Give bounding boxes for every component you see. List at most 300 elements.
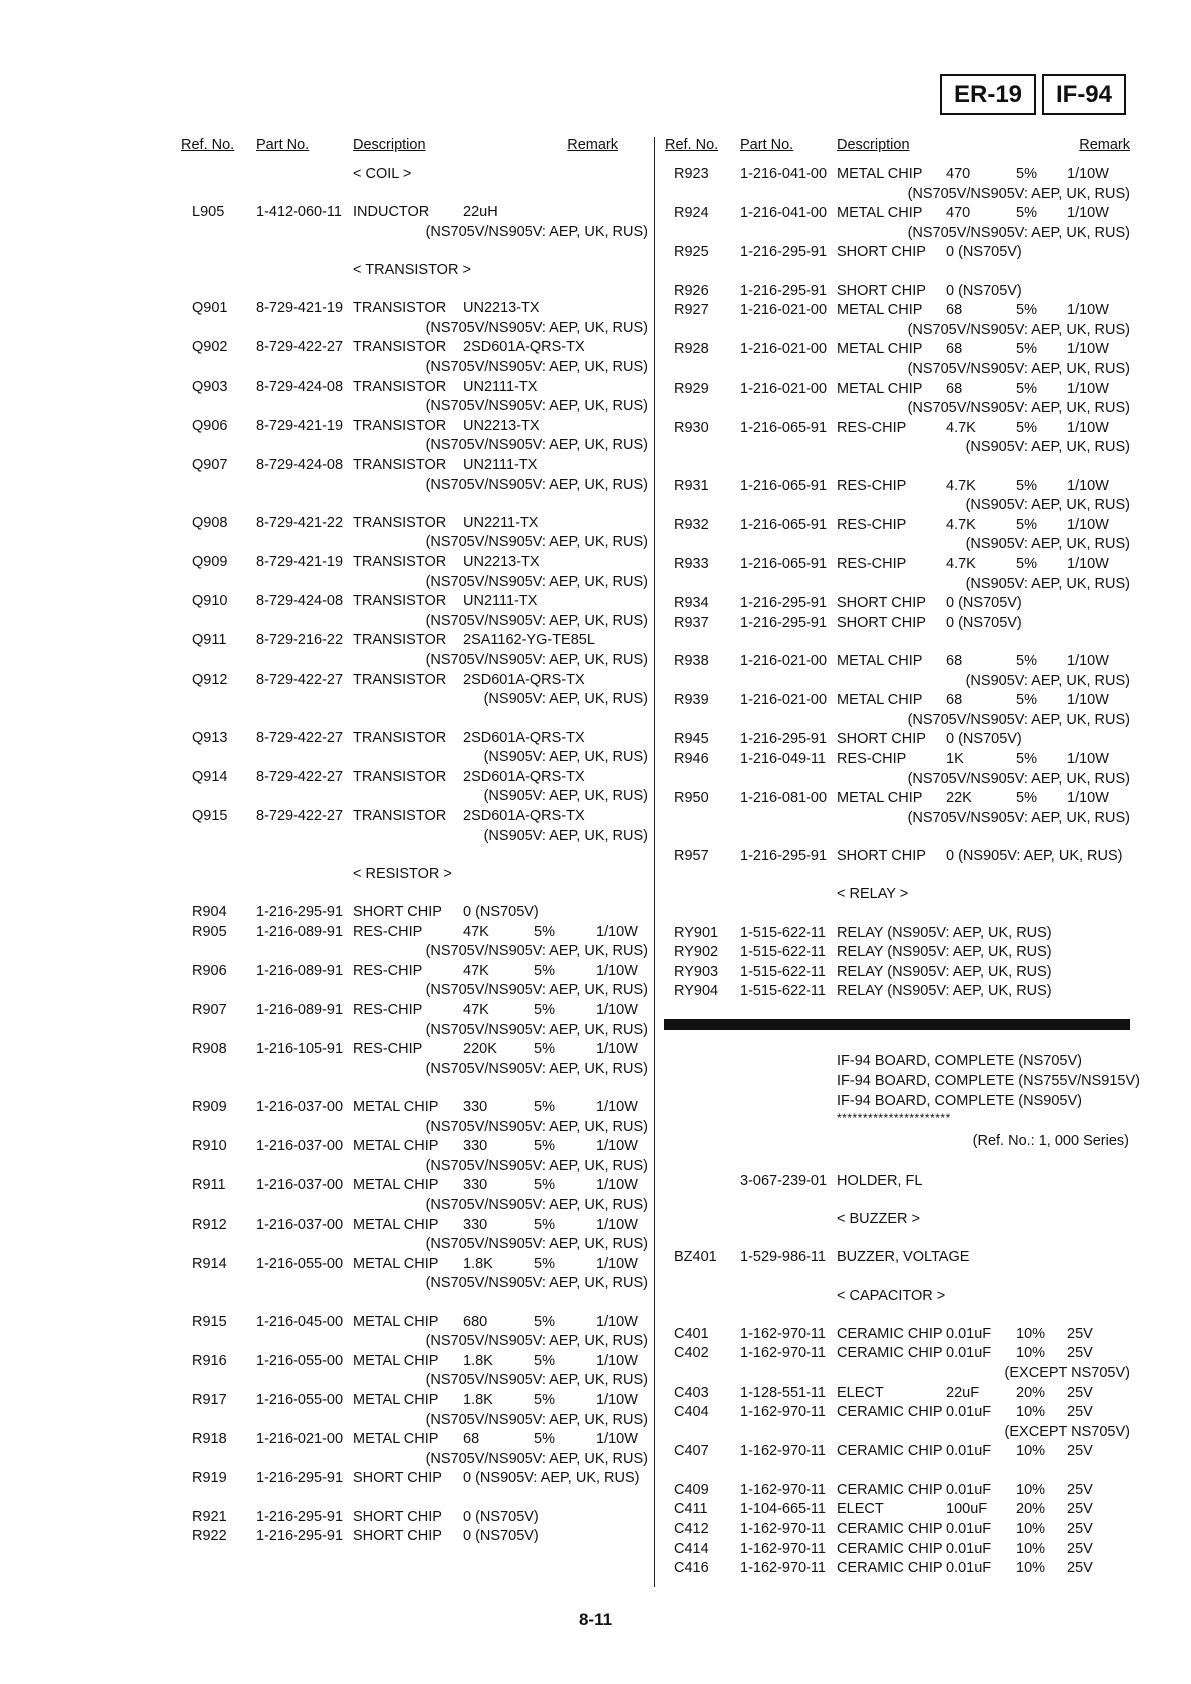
- value: 68: [946, 692, 963, 709]
- part-no: 1-162-970-11: [740, 1345, 826, 1362]
- value: 0.01uF: [946, 1345, 992, 1362]
- description: HOLDER, FL: [837, 1173, 923, 1189]
- rating: 1/10W: [596, 1313, 638, 1330]
- tolerance: 5%: [1016, 692, 1037, 709]
- ref-no: R950: [674, 790, 709, 807]
- ref-no: C412: [674, 1520, 709, 1537]
- part-no: 1-216-021-00: [740, 302, 828, 319]
- remark-text: (NS705V/NS905V: AEP, UK, RUS): [907, 400, 1130, 417]
- ref-no: R907: [192, 1001, 227, 1018]
- value: 330: [463, 1216, 488, 1233]
- description: RES-CHIP: [353, 1001, 423, 1018]
- remark-text: (NS705V/NS905V: AEP, UK, RUS): [425, 1060, 648, 1077]
- remark-text: (NS705V/NS905V: AEP, UK, RUS): [425, 476, 648, 493]
- part-no: 1-216-041-00: [740, 205, 828, 222]
- tolerance: 10%: [1016, 1560, 1046, 1577]
- value: UN2111-TX: [463, 378, 538, 395]
- remark-text: (NS705V/NS905V: AEP, UK, RUS): [425, 612, 648, 629]
- rating: 25V: [1067, 1481, 1093, 1498]
- rating: 25V: [1067, 1501, 1093, 1518]
- description: RELAY (NS905V: AEP, UK, RUS): [837, 924, 1052, 941]
- value: 68: [946, 302, 963, 319]
- ref-no: RY902: [674, 944, 719, 961]
- rating: 1/10W: [1067, 653, 1109, 670]
- remark-text: (NS705V/NS905V: AEP, UK, RUS): [425, 943, 648, 960]
- header-remark: Remark: [567, 137, 618, 153]
- description: METAL CHIP: [353, 1216, 439, 1233]
- tolerance: 5%: [534, 1352, 555, 1369]
- value: 0 (NS705V): [946, 595, 1022, 612]
- part-no: 1-216-295-91: [256, 1470, 344, 1487]
- tolerance: 5%: [534, 1431, 555, 1448]
- tolerance: 5%: [1016, 205, 1037, 222]
- board-stars: **********************: [837, 1111, 951, 1125]
- tolerance: 5%: [534, 1177, 555, 1194]
- description: TRANSISTOR: [353, 768, 447, 785]
- left-column: [178, 135, 648, 1545]
- tolerance: 10%: [1016, 1540, 1046, 1557]
- part-no: 1-162-970-11: [740, 1560, 826, 1577]
- value: 0 (NS705V): [463, 1528, 539, 1545]
- ref-no: BZ401: [674, 1249, 717, 1266]
- tolerance: 5%: [1016, 751, 1037, 768]
- remark-text: (NS705V/NS905V: AEP, UK, RUS): [425, 534, 648, 551]
- part-no: 8-729-421-19: [256, 417, 344, 434]
- board-line: IF-94 BOARD, COMPLETE (NS755V/NS915V): [837, 1073, 1140, 1089]
- ref-no: R946: [674, 751, 709, 768]
- ref-no: C407: [674, 1443, 709, 1460]
- part-no: 1-515-622-11: [740, 924, 826, 941]
- description: CERAMIC CHIP: [837, 1443, 943, 1460]
- value: 100uF: [946, 1501, 988, 1518]
- remark-text: (NS905V: AEP, UK, RUS): [483, 691, 648, 708]
- tolerance: 5%: [1016, 516, 1037, 533]
- ref-no: R911: [192, 1177, 226, 1194]
- value: 4.7K: [946, 419, 976, 436]
- rating: 1/10W: [596, 923, 638, 940]
- description: SHORT CHIP: [353, 903, 442, 920]
- rating: 1/10W: [596, 962, 638, 979]
- tolerance: 5%: [534, 923, 555, 940]
- remark-text: (NS705V/NS905V: AEP, UK, RUS): [907, 321, 1130, 338]
- board-line: IF-94 BOARD, COMPLETE (NS705V): [837, 1053, 1082, 1069]
- tolerance: 5%: [534, 1041, 555, 1058]
- part-no: 1-216-045-00: [256, 1313, 344, 1330]
- remark-text: (NS905V: AEP, UK, RUS): [965, 536, 1130, 553]
- value: 0 (NS905V: AEP, UK, RUS): [463, 1470, 640, 1487]
- rating: 1/10W: [596, 1098, 638, 1115]
- part-no: 1-128-551-11: [740, 1384, 826, 1401]
- part-no: 1-216-065-91: [740, 516, 828, 533]
- description: INDUCTOR: [353, 204, 430, 221]
- part-no: 1-216-295-91: [256, 1508, 344, 1525]
- tolerance: 5%: [534, 962, 555, 979]
- rating: 25V: [1067, 1540, 1093, 1557]
- rating: 25V: [1067, 1384, 1093, 1401]
- value: 2SD601A-QRS-TX: [463, 671, 585, 688]
- ref-no: C404: [674, 1404, 709, 1421]
- description: METAL CHIP: [837, 653, 923, 670]
- remark-text: (NS705V/NS905V: AEP, UK, RUS): [425, 359, 648, 376]
- description: SHORT CHIP: [837, 282, 926, 299]
- rating: 1/10W: [1067, 419, 1109, 436]
- value: 0.01uF: [946, 1404, 992, 1421]
- ref-no: Q908: [192, 514, 228, 531]
- section-tag-er19: ER-19: [940, 74, 1036, 115]
- ref-no: Q911: [192, 632, 227, 649]
- ref-no: Q909: [192, 554, 228, 571]
- description: BUZZER, VOLTAGE: [837, 1249, 970, 1266]
- remark-text: (EXCEPT NS705V): [1004, 1423, 1130, 1440]
- section-label: < CAPACITOR >: [837, 1287, 946, 1304]
- value: 2SA1162-YG-TE85L: [463, 632, 595, 649]
- section-label: < RESISTOR >: [353, 865, 452, 882]
- description: METAL CHIP: [837, 341, 923, 358]
- part-no: 1-162-970-11: [740, 1540, 826, 1557]
- value: 1.8K: [463, 1352, 493, 1369]
- part-no: 1-216-021-00: [740, 653, 828, 670]
- value: 470: [946, 205, 971, 222]
- part-no: 8-729-422-27: [256, 671, 344, 688]
- remark-text: (NS705V/NS905V: AEP, UK, RUS): [425, 652, 648, 669]
- remark-text: (NS705V/NS905V: AEP, UK, RUS): [425, 573, 648, 590]
- remark-text: (NS905V: AEP, UK, RUS): [965, 497, 1130, 514]
- rating: 1/10W: [1067, 556, 1109, 573]
- rating: 1/10W: [1067, 477, 1109, 494]
- ref-no: R912: [192, 1216, 227, 1233]
- ref-no: C411: [674, 1501, 708, 1518]
- value: 22uF: [946, 1384, 980, 1401]
- ref-no: Q913: [192, 729, 228, 746]
- rating: 1/10W: [1067, 380, 1109, 397]
- tolerance: 5%: [1016, 302, 1037, 319]
- part-no: 1-515-622-11: [740, 944, 826, 961]
- part-no: 1-216-037-00: [256, 1177, 344, 1194]
- part-no: 8-729-421-22: [256, 514, 344, 531]
- description: CERAMIC CHIP: [837, 1540, 943, 1557]
- description: TRANSISTOR: [353, 554, 447, 571]
- tolerance: 10%: [1016, 1345, 1046, 1362]
- column-header: [662, 135, 1130, 155]
- description: METAL CHIP: [353, 1177, 439, 1194]
- ref-no: R930: [674, 419, 709, 436]
- value: 1.8K: [463, 1255, 493, 1272]
- part-no: 1-412-060-11: [256, 204, 342, 221]
- part-no: 8-729-216-22: [256, 632, 344, 649]
- rating: 1/10W: [1067, 790, 1109, 807]
- value: 2SD601A-QRS-TX: [463, 807, 585, 824]
- value: 4.7K: [946, 516, 976, 533]
- description: SHORT CHIP: [353, 1528, 442, 1545]
- tolerance: 5%: [534, 1138, 555, 1155]
- remark-text: (NS905V: AEP, UK, RUS): [965, 672, 1130, 689]
- value: 0.01uF: [946, 1520, 992, 1537]
- value: 47K: [463, 923, 489, 940]
- value: UN2211-TX: [463, 514, 539, 531]
- description: ELECT: [837, 1384, 884, 1401]
- value: 22K: [946, 790, 972, 807]
- value: 0 (NS705V): [946, 282, 1022, 299]
- description: METAL CHIP: [837, 692, 923, 709]
- ref-no: R937: [674, 614, 709, 631]
- ref-no: R914: [192, 1255, 227, 1272]
- remark-text: (NS905V: AEP, UK, RUS): [483, 827, 648, 844]
- description: ELECT: [837, 1501, 884, 1518]
- board-series: (Ref. No.: 1, 000 Series): [972, 1133, 1129, 1149]
- part-no: 1-216-065-91: [740, 556, 828, 573]
- page-number: 8-11: [578, 1610, 613, 1629]
- header-remark: Remark: [1079, 137, 1130, 153]
- description: TRANSISTOR: [353, 671, 447, 688]
- description: RES-CHIP: [353, 923, 423, 940]
- part-no: 1-515-622-11: [740, 963, 826, 980]
- value: 0 (NS705V): [946, 731, 1022, 748]
- remark-text: (NS705V/NS905V: AEP, UK, RUS): [425, 1333, 648, 1350]
- ref-no: C401: [674, 1325, 709, 1342]
- remark-text: (NS705V/NS905V: AEP, UK, RUS): [907, 361, 1130, 378]
- remark-text: (NS705V/NS905V: AEP, UK, RUS): [425, 1021, 648, 1038]
- ref-no: R906: [192, 962, 227, 979]
- description: TRANSISTOR: [353, 378, 447, 395]
- value: 0.01uF: [946, 1560, 992, 1577]
- remark-text: (NS905V: AEP, UK, RUS): [483, 788, 648, 805]
- part-no: 1-216-295-91: [740, 614, 828, 631]
- remark-text: (NS705V/NS905V: AEP, UK, RUS): [425, 1372, 648, 1389]
- part-no: 1-216-089-91: [256, 962, 344, 979]
- rating: 1/10W: [1067, 205, 1109, 222]
- tolerance: 5%: [534, 1098, 555, 1115]
- value: 0 (NS905V: AEP, UK, RUS): [946, 848, 1123, 865]
- description: METAL CHIP: [837, 380, 923, 397]
- ref-no: R939: [674, 692, 709, 709]
- value: 1.8K: [463, 1391, 493, 1408]
- ref-no: Q910: [192, 593, 228, 610]
- remark-text: (NS705V/NS905V: AEP, UK, RUS): [425, 398, 648, 415]
- description: METAL CHIP: [353, 1138, 439, 1155]
- part-no: 8-729-424-08: [256, 378, 344, 395]
- part-no: 1-216-295-91: [740, 848, 828, 865]
- description: METAL CHIP: [837, 302, 923, 319]
- rating: 1/10W: [1067, 341, 1109, 358]
- remark-text: (NS905V: AEP, UK, RUS): [483, 749, 648, 766]
- part-no: 8-729-422-27: [256, 807, 344, 824]
- part-no: 1-216-295-91: [740, 244, 828, 261]
- ref-no: R918: [192, 1431, 227, 1448]
- value: 1K: [946, 751, 964, 768]
- part-no: 1-529-986-11: [740, 1249, 826, 1266]
- tolerance: 5%: [1016, 556, 1037, 573]
- part-no: 1-216-295-91: [740, 595, 828, 612]
- rating: 25V: [1067, 1345, 1093, 1362]
- description: RES-CHIP: [837, 477, 907, 494]
- remark-text: (NS705V/NS905V: AEP, UK, RUS): [425, 982, 648, 999]
- rating: 1/10W: [596, 1138, 638, 1155]
- tolerance: 10%: [1016, 1404, 1046, 1421]
- rating: 1/10W: [596, 1177, 638, 1194]
- value: 0 (NS705V): [463, 1508, 539, 1525]
- tolerance: 10%: [1016, 1325, 1046, 1342]
- remark-text: (NS705V/NS905V: AEP, UK, RUS): [907, 809, 1130, 826]
- value: 2SD601A-QRS-TX: [463, 339, 585, 356]
- value: 4.7K: [946, 556, 976, 573]
- part-no: 1-216-055-00: [256, 1391, 344, 1408]
- part-no: 8-729-422-27: [256, 768, 344, 785]
- value: 0.01uF: [946, 1325, 992, 1342]
- description: RELAY (NS905V: AEP, UK, RUS): [837, 944, 1052, 961]
- tolerance: 5%: [1016, 419, 1037, 436]
- ref-no: R919: [192, 1470, 227, 1487]
- description: TRANSISTOR: [353, 729, 447, 746]
- rating: 25V: [1067, 1443, 1093, 1460]
- rating: 25V: [1067, 1325, 1093, 1342]
- remark-text: (NS705V/NS905V: AEP, UK, RUS): [425, 1411, 648, 1428]
- part-no: 1-216-021-00: [740, 380, 828, 397]
- section-tag-if94: IF-94: [1042, 74, 1126, 115]
- rating: 1/10W: [1067, 516, 1109, 533]
- ref-no: Q914: [192, 768, 228, 785]
- ref-no: Q902: [192, 339, 228, 356]
- value: 47K: [463, 1001, 489, 1018]
- rating: 1/10W: [596, 1216, 638, 1233]
- ref-no: Q912: [192, 671, 228, 688]
- part-no: 1-216-295-91: [740, 731, 828, 748]
- remark-text: (NS705V/NS905V: AEP, UK, RUS): [425, 1450, 648, 1467]
- description: SHORT CHIP: [837, 848, 926, 865]
- tolerance: 5%: [534, 1001, 555, 1018]
- tolerance: 5%: [1016, 166, 1037, 182]
- part-no: 8-729-424-08: [256, 593, 344, 610]
- ref-no: Q906: [192, 417, 228, 434]
- description: RELAY (NS905V: AEP, UK, RUS): [837, 963, 1052, 980]
- ref-no: R921: [192, 1508, 227, 1525]
- value: 68: [463, 1431, 480, 1448]
- ref-no: C403: [674, 1384, 709, 1401]
- value: UN2111-TX: [463, 457, 538, 474]
- description: METAL CHIP: [353, 1352, 439, 1369]
- right-column: [662, 135, 1130, 1000]
- part-no: 1-515-622-11: [740, 983, 826, 1000]
- ref-no: Q901: [192, 300, 228, 317]
- value: 330: [463, 1098, 488, 1115]
- tolerance: 5%: [534, 1391, 555, 1408]
- ref-no: R916: [192, 1352, 227, 1369]
- header-part: Part No.: [256, 137, 310, 153]
- ref-no: R922: [192, 1528, 227, 1545]
- description: METAL CHIP: [353, 1391, 439, 1408]
- description: METAL CHIP: [353, 1255, 439, 1272]
- value: 4.7K: [946, 477, 976, 494]
- part-no: 1-216-089-91: [256, 923, 344, 940]
- remark-text: (NS705V/NS905V: AEP, UK, RUS): [425, 1118, 648, 1135]
- part-no: 1-216-021-00: [256, 1431, 344, 1448]
- part-no: 1-162-970-11: [740, 1443, 826, 1460]
- description: CERAMIC CHIP: [837, 1404, 943, 1421]
- ref-no: R908: [192, 1041, 227, 1058]
- ref-no: R933: [674, 556, 709, 573]
- rating: 25V: [1067, 1520, 1093, 1537]
- ref-no: L905: [192, 204, 225, 221]
- description: CERAMIC CHIP: [837, 1325, 943, 1342]
- rating: 1/10W: [596, 1255, 638, 1272]
- part-no: 1-216-055-00: [256, 1352, 344, 1369]
- part-no: 1-162-970-11: [740, 1481, 826, 1498]
- remark-text: (NS705V/NS905V: AEP, UK, RUS): [425, 1157, 648, 1174]
- rating: 1/10W: [1067, 751, 1109, 768]
- part-no: 1-216-295-91: [256, 903, 344, 920]
- rating: 1/10W: [1067, 692, 1109, 709]
- tolerance: 5%: [1016, 380, 1037, 397]
- description: METAL CHIP: [353, 1313, 439, 1330]
- tolerance: 10%: [1016, 1520, 1046, 1537]
- value: 68: [946, 380, 963, 397]
- remark-text: (NS705V/NS905V: AEP, UK, RUS): [425, 1196, 648, 1213]
- ref-no: R924: [674, 205, 709, 222]
- ref-no: R925: [674, 244, 709, 261]
- ref-no: R934: [674, 595, 709, 612]
- description: TRANSISTOR: [353, 807, 447, 824]
- ref-no: R904: [192, 903, 227, 920]
- value: 680: [463, 1313, 488, 1330]
- remark-text: (NS705V/NS905V: AEP, UK, RUS): [425, 1236, 648, 1253]
- description: METAL CHIP: [353, 1098, 439, 1115]
- rating: 1/10W: [596, 1391, 638, 1408]
- tolerance: 5%: [1016, 477, 1037, 494]
- rating: 1/10W: [596, 1041, 638, 1058]
- rating: 25V: [1067, 1560, 1093, 1577]
- description: SHORT CHIP: [353, 1508, 442, 1525]
- value: 47K: [463, 962, 489, 979]
- description: TRANSISTOR: [353, 514, 447, 531]
- description: SHORT CHIP: [837, 244, 926, 261]
- description: TRANSISTOR: [353, 593, 447, 610]
- part-no: 1-162-970-11: [740, 1520, 826, 1537]
- tolerance: 5%: [1016, 790, 1037, 807]
- part-no: 1-216-089-91: [256, 1001, 344, 1018]
- ref-no: R926: [674, 282, 709, 299]
- description: RELAY (NS905V: AEP, UK, RUS): [837, 983, 1052, 1000]
- tolerance: 5%: [1016, 653, 1037, 670]
- tolerance: 10%: [1016, 1443, 1046, 1460]
- description: SHORT CHIP: [353, 1470, 442, 1487]
- rating: 1/10W: [596, 1001, 638, 1018]
- tolerance: 20%: [1016, 1501, 1046, 1518]
- description: TRANSISTOR: [353, 417, 447, 434]
- part-no: 1-216-295-91: [256, 1528, 344, 1545]
- rating: 1/10W: [1067, 166, 1109, 182]
- ref-no: R905: [192, 923, 227, 940]
- ref-no: R927: [674, 302, 709, 319]
- description: TRANSISTOR: [353, 632, 447, 649]
- remark-text: (NS705V/NS905V: AEP, UK, RUS): [425, 319, 648, 336]
- description: RES-CHIP: [837, 556, 907, 573]
- value: UN2213-TX: [463, 300, 540, 317]
- part-no: 3-067-239-01: [740, 1173, 828, 1189]
- part-no: 1-216-105-91: [256, 1041, 344, 1058]
- value: 22uH: [463, 204, 498, 221]
- rating: 1/10W: [596, 1352, 638, 1369]
- description: SHORT CHIP: [837, 731, 926, 748]
- rating: 1/10W: [596, 1431, 638, 1448]
- remark-text: (NS905V: AEP, UK, RUS): [965, 439, 1130, 456]
- rating: 1/10W: [1067, 302, 1109, 319]
- value: 330: [463, 1177, 488, 1194]
- tolerance: 10%: [1016, 1481, 1046, 1498]
- description: CERAMIC CHIP: [837, 1560, 943, 1577]
- value: UN2111-TX: [463, 593, 538, 610]
- remark-text: (NS705V/NS905V: AEP, UK, RUS): [907, 224, 1130, 241]
- part-no: 1-216-021-00: [740, 692, 828, 709]
- ref-no: RY904: [674, 983, 719, 1000]
